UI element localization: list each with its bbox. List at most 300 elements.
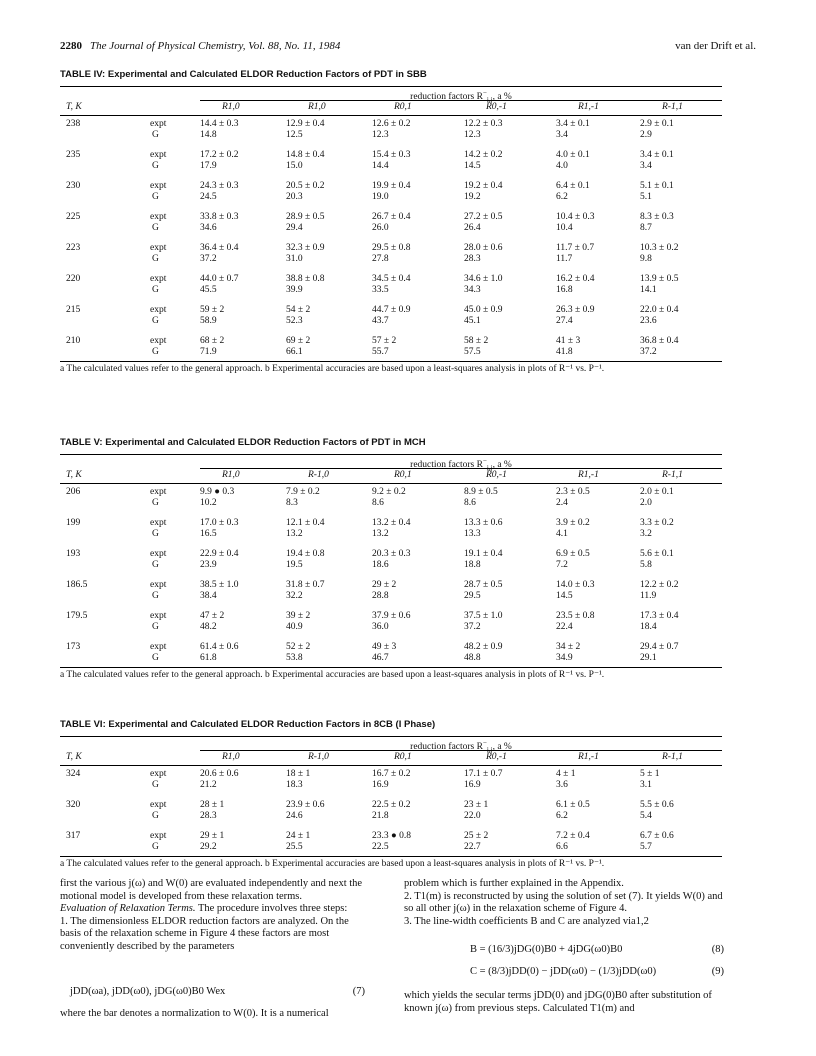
top-rule [60,454,722,455]
expt-value: 12.6 ± 0.2 [372,119,411,129]
column-header: R-1,0 [308,470,329,480]
expt-value: 15.4 ± 0.3 [372,150,411,160]
calc-value: 3.6 [556,780,568,790]
temperature-cell: 206 [66,487,81,497]
expt-value: 10.4 ± 0.3 [556,212,595,222]
expt-value: 19.9 ± 0.4 [372,181,411,191]
calc-value: 16.9 [464,780,481,790]
expt-value: 39 ± 2 [286,611,311,621]
column-header: T, K [66,102,82,112]
calc-value: 14.1 [640,285,657,295]
calc-value: 14.5 [464,161,481,171]
equation-number: (7) [352,986,365,997]
equation-number: (9) [711,966,724,977]
calc-value: 66.1 [286,347,303,357]
calc-value: 27.4 [556,316,573,326]
running-header [60,40,756,54]
calc-value: 36.0 [372,622,389,632]
calc-value: 8.3 [286,498,298,508]
calc-value: 48.8 [464,653,481,663]
calc-label: G [152,161,159,171]
calc-value: 19.0 [372,192,389,202]
expt-label: expt [150,642,167,652]
expt-label: expt [150,212,167,222]
calc-value: 41.8 [556,347,573,357]
calc-value: 23.6 [640,316,657,326]
calc-value: 3.4 [556,130,568,140]
column-header: R-1,1 [662,470,683,480]
calc-value: 6.2 [556,192,568,202]
calc-value: 2.0 [640,498,652,508]
calc-label: G [152,653,159,663]
table-caption: TABLE V: Experimental and Calculated ELDOR Reduction Factors of PDT in MCH [60,437,426,448]
expt-value: 25 ± 2 [464,831,489,841]
temperature-cell: 223 [66,243,81,253]
running-authors: van der Drift et al. [675,40,756,52]
expt-value: 23.9 ± 0.6 [286,800,325,810]
calc-value: 4.1 [556,529,568,539]
temperature-cell: 210 [66,336,81,346]
calc-value: 53.8 [286,653,303,663]
header-rule [60,765,722,766]
calc-value: 34.9 [556,653,573,663]
expt-value: 36.4 ± 0.4 [200,243,239,253]
paragraph: problem which is further explained in the Appendix. [404,878,624,889]
expt-value: 20.5 ± 0.2 [286,181,325,191]
expt-value: 69 ± 2 [286,336,311,346]
expt-label: expt [150,243,167,253]
expt-value: 2.3 ± 0.5 [556,487,590,497]
temperature-cell: 173 [66,642,81,652]
expt-value: 3.3 ± 0.2 [640,518,674,528]
calc-value: 12.3 [372,130,389,140]
calc-value: 11.9 [640,591,657,601]
expt-value: 14.0 ± 0.3 [556,580,595,590]
expt-value: 24.3 ± 0.3 [200,181,239,191]
expt-label: expt [150,800,167,810]
calc-value: 5.4 [640,811,652,821]
expt-value: 16.7 ± 0.2 [372,769,411,779]
expt-value: 18 ± 1 [286,769,311,779]
expt-label: expt [150,831,167,841]
expt-value: 17.1 ± 0.7 [464,769,503,779]
calc-value: 14.8 [200,130,217,140]
temperature-cell: 193 [66,549,81,559]
top-rule [60,736,722,737]
calc-value: 8.6 [372,498,384,508]
paragraph: 3. The line-width coefficients B and C are analyzed via1,2 [404,915,649,927]
expt-value: 28.0 ± 0.6 [464,243,503,253]
expt-value: 5 ± 1 [640,769,660,779]
expt-value: 3.4 ± 0.1 [556,119,590,129]
expt-value: 32.3 ± 0.9 [286,243,325,253]
temperature-cell: 324 [66,769,81,779]
expt-value: 49 ± 3 [372,642,397,652]
expt-value: 48.2 ± 0.9 [464,642,503,652]
calc-value: 58.9 [200,316,217,326]
column-header: R1,-1 [578,102,599,112]
calc-value: 12.3 [464,130,481,140]
spanner-sub: i,j [486,464,493,473]
calc-value: 27.8 [372,254,389,264]
expt-value: 29 ± 2 [372,580,397,590]
column-header: T, K [66,470,82,480]
expt-label: expt [150,336,167,346]
expt-value: 29.5 ± 0.8 [372,243,411,253]
calc-value: 20.3 [286,192,303,202]
calc-value: 46.7 [372,653,389,663]
calc-value: 22.0 [464,811,481,821]
calc-value: 48.2 [200,622,217,632]
expt-value: 34.6 ± 1.0 [464,274,503,284]
calc-value: 45.5 [200,285,217,295]
calc-value: 8.7 [640,223,652,233]
expt-value: 44.0 ± 0.7 [200,274,239,284]
paragraph: 1. The dimensionless ELDOR reduction factors are analyzed. On the basis of the relaxation scheme in Figure 4 these factors are most conveniently described by the parameters [60,915,349,952]
calc-label: G [152,285,159,295]
temperature-cell: 186.5 [66,580,88,590]
expt-value: 4 ± 1 [556,769,576,779]
expt-value: 13.9 ± 0.5 [640,274,679,284]
temperature-cell: 199 [66,518,81,528]
calc-label: G [152,622,159,632]
paragraph: Evaluation of Relaxation Terms. The procedure involves three steps: [60,903,348,914]
calc-value: 29.1 [640,653,657,663]
expt-value: 28.7 ± 0.5 [464,580,503,590]
expt-value: 3.4 ± 0.1 [640,150,674,160]
expt-value: 38.5 ± 1.0 [200,580,239,590]
expt-value: 19.4 ± 0.8 [286,549,325,559]
expt-value: 13.2 ± 0.4 [372,518,411,528]
expt-value: 58 ± 2 [464,336,489,346]
equation-8 [470,944,724,955]
temperature-cell: 220 [66,274,81,284]
expt-value: 20.3 ± 0.3 [372,549,411,559]
table-caption: TABLE IV: Experimental and Calculated ELDOR Reduction Factors of PDT in SBB [60,69,427,80]
expt-value: 38.8 ± 0.8 [286,274,325,284]
temperature-cell: 225 [66,212,81,222]
expt-value: 7.9 ± 0.2 [286,487,320,497]
calc-value: 28.3 [464,254,481,264]
calc-value: 16.5 [200,529,217,539]
calc-value: 19.5 [286,560,303,570]
spanner-sup: − [482,739,487,747]
expt-value: 22.0 ± 0.4 [640,305,679,315]
table-footnote: a The calculated values refer to the general approach. b Experimental accuracies are based upon a least-squares analysis in plots of R⁻¹ vs. P⁻¹. [60,859,605,869]
calc-value: 21.2 [200,780,217,790]
section-heading: Evaluation of Relaxation Terms. [60,903,196,914]
calc-value: 15.0 [286,161,303,171]
expt-value: 16.2 ± 0.4 [556,274,595,284]
expt-value: 8.3 ± 0.3 [640,212,674,222]
expt-value: 33.8 ± 0.3 [200,212,239,222]
expt-value: 34 ± 2 [556,642,581,652]
calc-value: 14.5 [556,591,573,601]
temperature-cell: 320 [66,800,81,810]
calc-value: 5.1 [640,192,652,202]
column-header: R-1,0 [308,752,329,762]
calc-value: 28.8 [372,591,389,601]
calc-value: 14.4 [372,161,389,171]
calc-value: 29.2 [200,842,217,852]
calc-value: 40.9 [286,622,303,632]
column-header: R0,1 [394,752,412,762]
spanner-rule [200,100,722,101]
calc-value: 38.4 [200,591,217,601]
expt-value: 11.7 ± 0.7 [556,243,595,253]
expt-value: 44.7 ± 0.9 [372,305,411,315]
expt-label: expt [150,518,167,528]
expt-label: expt [150,611,167,621]
expt-value: 29 ± 1 [200,831,225,841]
calc-value: 61.8 [200,653,217,663]
calc-value: 34.3 [464,285,481,295]
expt-value: 61.4 ± 0.6 [200,642,239,652]
calc-value: 16.8 [556,285,573,295]
expt-value: 26.3 ± 0.9 [556,305,595,315]
calc-value: 6.6 [556,842,568,852]
right-text-column [404,878,724,928]
expt-value: 17.0 ± 0.3 [200,518,239,528]
column-spanner [200,88,722,105]
expt-value: 54 ± 2 [286,305,311,315]
calc-value: 6.2 [556,811,568,821]
expt-value: 2.0 ± 0.1 [640,487,674,497]
expt-value: 52 ± 2 [286,642,311,652]
column-header: R1,0 [222,470,240,480]
bottom-rule [60,361,722,362]
expt-value: 23 ± 1 [464,800,489,810]
expt-value: 12.2 ± 0.2 [640,580,679,590]
calc-label: G [152,498,159,508]
calc-value: 43.7 [372,316,389,326]
calc-value: 37.2 [640,347,657,357]
calc-value: 29.4 [286,223,303,233]
journal-citation: The Journal of Physical Chemistry, Vol. 88, No. 11, 1984 [90,40,341,52]
temperature-cell: 230 [66,181,81,191]
calc-value: 10.4 [556,223,573,233]
column-header: T, K [66,752,82,762]
expt-value: 5.1 ± 0.1 [640,181,674,191]
expt-value: 14.4 ± 0.3 [200,119,239,129]
calc-value: 11.7 [556,254,573,264]
expt-value: 59 ± 2 [200,305,225,315]
calc-value: 55.7 [372,347,389,357]
spanner-text: reduction factors R [410,460,483,471]
calc-value: 37.2 [200,254,217,264]
calc-label: G [152,780,159,790]
calc-value: 10.2 [200,498,217,508]
calc-value: 22.5 [372,842,389,852]
equation-7 [70,986,365,997]
column-header: R0,-1 [486,752,507,762]
calc-value: 22.7 [464,842,481,852]
calc-value: 45.1 [464,316,481,326]
expt-value: 5.6 ± 0.1 [640,549,674,559]
expt-value: 37.5 ± 1.0 [464,611,503,621]
spanner-sup: − [482,89,487,97]
bottom-rule [60,667,722,668]
calc-label: G [152,591,159,601]
calc-value: 21.8 [372,811,389,821]
expt-label: expt [150,274,167,284]
column-header: R-1,1 [662,752,683,762]
column-header: R1,-1 [578,470,599,480]
temperature-cell: 238 [66,119,81,129]
calc-value: 18.4 [640,622,657,632]
table-footnote: a The calculated values refer to the general approach. b Experimental accuracies are based upon a least-squares analysis in plots of R⁻¹ vs. P⁻¹. [60,670,605,680]
spanner-rule [200,468,722,469]
column-header: R0,1 [394,470,412,480]
calc-value: 9.8 [640,254,652,264]
top-rule [60,86,722,87]
calc-label: G [152,560,159,570]
expt-value: 45.0 ± 0.9 [464,305,503,315]
column-header: R1,0 [308,102,326,112]
calc-value: 12.5 [286,130,303,140]
column-header: R0,1 [394,102,412,112]
expt-value: 23.5 ± 0.8 [556,611,595,621]
paragraph: where the bar denotes a normalization to W(0). It is a numerical [60,1008,329,1019]
expt-value: 34.5 ± 0.4 [372,274,411,284]
expt-value: 6.4 ± 0.1 [556,181,590,191]
bottom-rule [60,856,722,857]
expt-value: 6.9 ± 0.5 [556,549,590,559]
expt-value: 14.2 ± 0.2 [464,150,503,160]
paragraph: which yields the secular terms jDD(0) and jDG(0)B0 after substitution of known j(ω) from previous steps. Calculated T1(m) and [404,990,712,1014]
expt-value: 10.3 ± 0.2 [640,243,679,253]
temperature-cell: 317 [66,831,81,841]
expt-value: 20.6 ± 0.6 [200,769,239,779]
expt-label: expt [150,119,167,129]
expt-label: expt [150,487,167,497]
equation-body: C = (8/3)jDD(0) − jDD(ω0) − (1/3)jDD(ω0) [470,966,657,977]
calc-label: G [152,347,159,357]
expt-label: expt [150,549,167,559]
expt-value: 36.8 ± 0.4 [640,336,679,346]
expt-value: 9.9 ● 0.3 [200,487,235,497]
equation-number: (8) [711,944,724,955]
expt-label: expt [150,150,167,160]
spanner-tail: , a % [492,460,512,471]
column-spanner [200,456,722,473]
calc-value: 16.9 [372,780,389,790]
calc-value: 26.4 [464,223,481,233]
expt-value: 47 ± 2 [200,611,225,621]
calc-value: 34.6 [200,223,217,233]
calc-value: 3.2 [640,529,652,539]
expt-value: 5.5 ± 0.6 [640,800,674,810]
calc-value: 19.2 [464,192,481,202]
expt-value: 24 ± 1 [286,831,311,841]
calc-value: 52.3 [286,316,303,326]
expt-value: 7.2 ± 0.4 [556,831,590,841]
calc-value: 29.5 [464,591,481,601]
expt-value: 19.2 ± 0.4 [464,181,503,191]
calc-label: G [152,842,159,852]
spanner-text: reduction factors R [410,92,483,103]
expt-value: 17.3 ± 0.4 [640,611,679,621]
calc-value: 25.5 [286,842,303,852]
calc-value: 24.5 [200,192,217,202]
calc-value: 32.2 [286,591,303,601]
paragraph: first the various j(ω) and W(0) are evaluated independently and next the motional model is developed from these relaxation terms. [60,878,363,902]
expt-value: 6.7 ± 0.6 [640,831,674,841]
equation-body: B = (16/3)jDG(0)B0 + 4jDG(ω0)B0 [470,944,623,955]
column-header: R1,0 [222,752,240,762]
expt-value: 12.9 ± 0.4 [286,119,325,129]
expt-value: 2.9 ± 0.1 [640,119,674,129]
spanner-tail: , a % [492,92,512,103]
calc-value: 22.4 [556,622,573,632]
spanner-text: reduction factors R [410,742,483,753]
expt-value: 22.5 ± 0.2 [372,800,411,810]
expt-value: 28.9 ± 0.5 [286,212,325,222]
spanner-rule [200,750,722,751]
spanner-tail: , a % [492,742,512,753]
expt-value: 6.1 ± 0.5 [556,800,590,810]
expt-value: 12.2 ± 0.3 [464,119,503,129]
spanner-sub: i,j [486,96,493,105]
calc-value: 8.6 [464,498,476,508]
left-text-column [60,878,365,953]
expt-label: expt [150,305,167,315]
expt-value: 27.2 ± 0.5 [464,212,503,222]
expt-value: 9.2 ± 0.2 [372,487,406,497]
expt-label: expt [150,580,167,590]
expt-value: 22.9 ± 0.4 [200,549,239,559]
calc-value: 31.0 [286,254,303,264]
calc-value: 2.4 [556,498,568,508]
calc-value: 33.5 [372,285,389,295]
expt-value: 26.7 ± 0.4 [372,212,411,222]
calc-value: 13.2 [286,529,303,539]
calc-label: G [152,811,159,821]
calc-value: 13.2 [372,529,389,539]
calc-value: 28.3 [200,811,217,821]
calc-value: 4.0 [556,161,568,171]
temperature-cell: 179.5 [66,611,88,621]
expt-label: expt [150,769,167,779]
calc-value: 17.9 [200,161,217,171]
table-footnote: a The calculated values refer to the general approach. b Experimental accuracies are based upon a least-squares analysis in plots of R⁻¹ vs. P⁻¹. [60,364,605,374]
calc-value: 37.2 [464,622,481,632]
calc-label: G [152,254,159,264]
expt-value: 19.1 ± 0.4 [464,549,503,559]
column-header: R-1,1 [662,102,683,112]
expt-value: 12.1 ± 0.4 [286,518,325,528]
right-text-column-end [404,990,724,1015]
table-caption: TABLE VI: Experimental and Calculated ELDOR Reduction Factors in 8CB (I Phase) [60,719,436,730]
calc-value: 24.6 [286,811,303,821]
calc-value: 7.2 [556,560,568,570]
column-header: R0,-1 [486,470,507,480]
calc-value: 71.9 [200,347,217,357]
calc-label: G [152,192,159,202]
expt-value: 37.9 ± 0.6 [372,611,411,621]
calc-value: 57.5 [464,347,481,357]
expt-value: 57 ± 2 [372,336,397,346]
paragraph: 2. T1(m) is reconstructed by using the solution of set (7). It yields W(0) and so all other j(ω) in the relaxation scheme of Figure 4. [404,890,723,914]
expt-value: 3.9 ± 0.2 [556,518,590,528]
column-header: R1,-1 [578,752,599,762]
expt-value: 41 ± 3 [556,336,581,346]
calc-value: 18.6 [372,560,389,570]
calc-value: 3.1 [640,780,652,790]
expt-value: 23.3 ● 0.8 [372,831,411,841]
expt-value: 68 ± 2 [200,336,225,346]
column-header: R0,-1 [486,102,507,112]
